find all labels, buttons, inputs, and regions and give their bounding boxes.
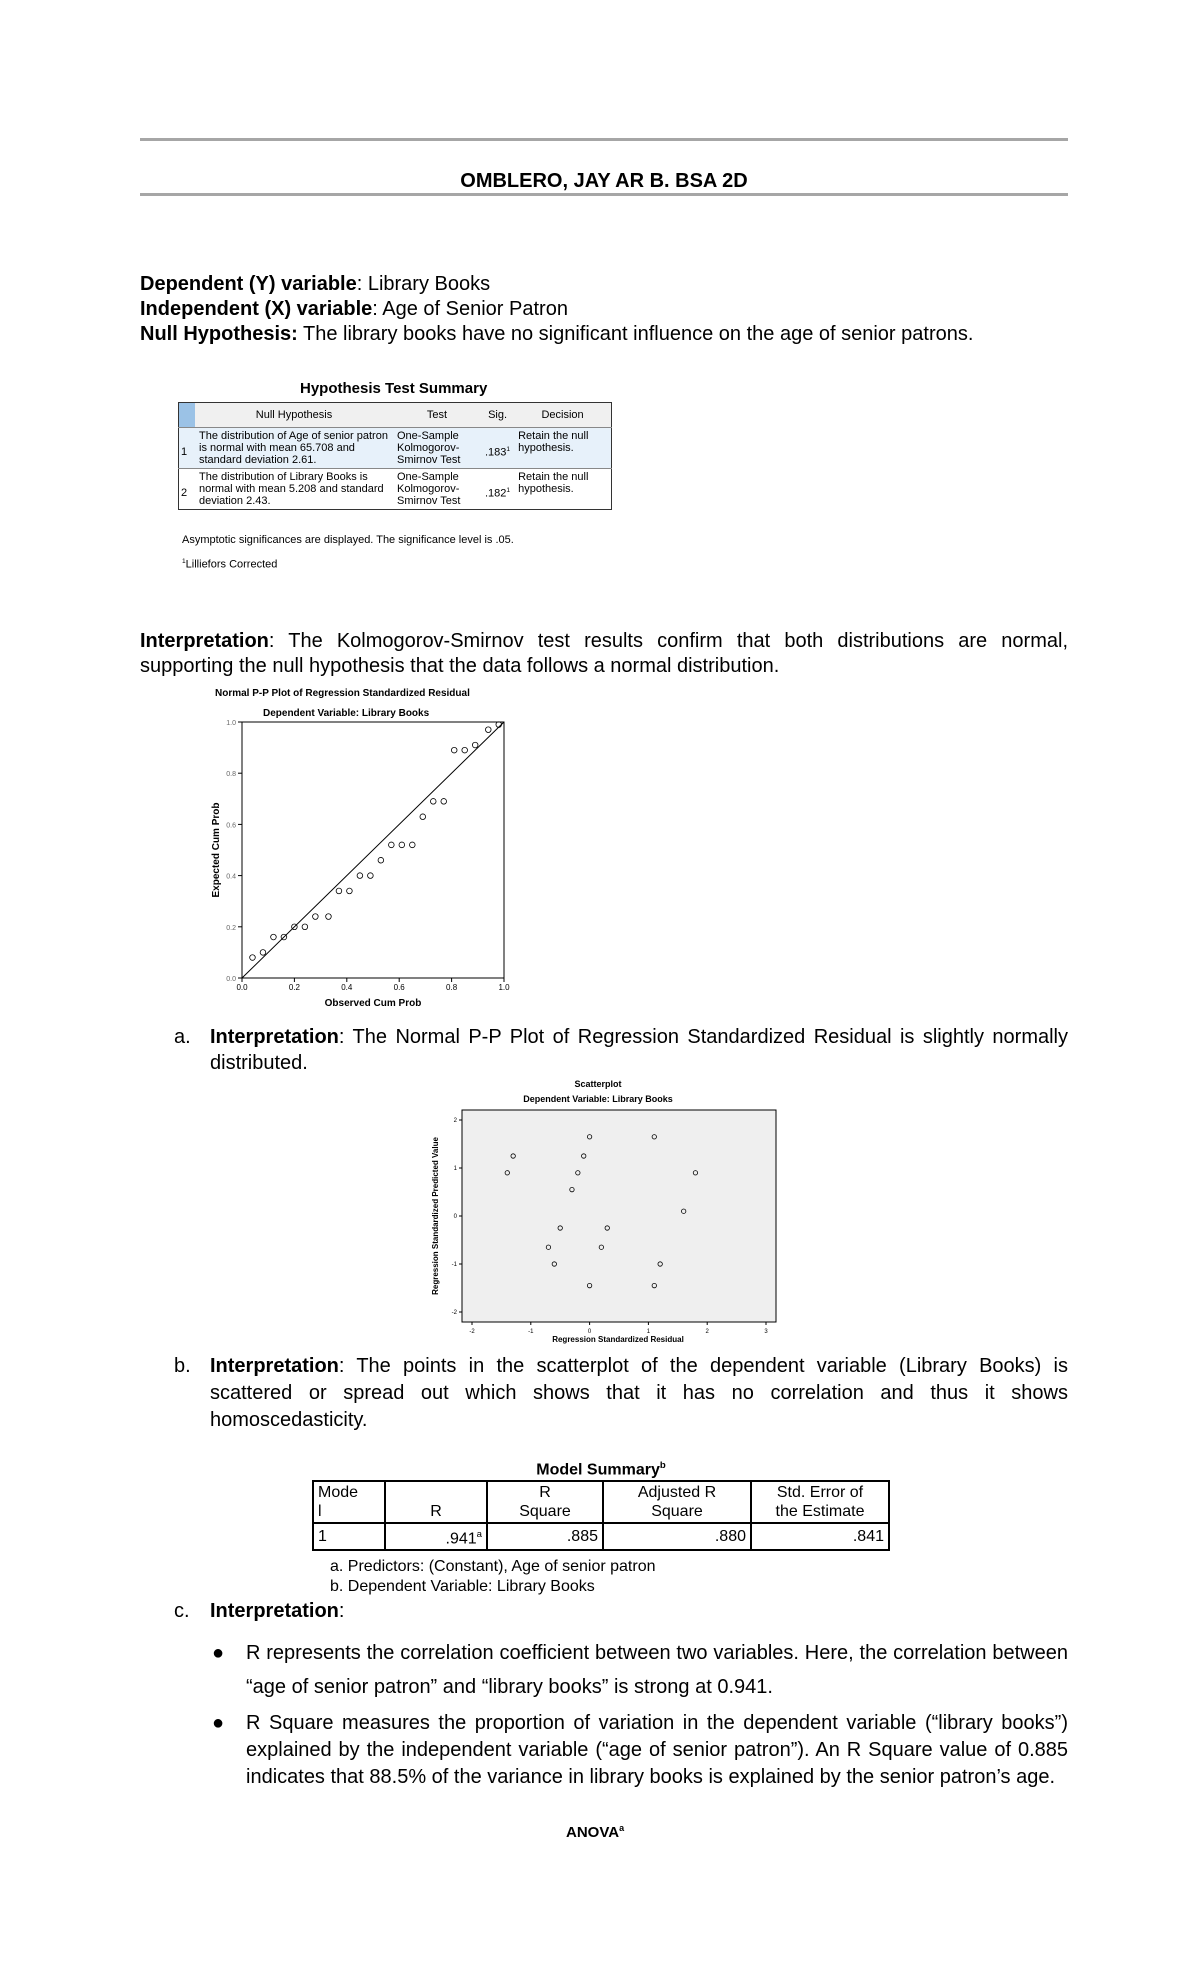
title-rule (140, 193, 1068, 196)
pp-y-tick-label: 0.0 (226, 976, 236, 983)
hypothesis-table-note: Asymptotic significances are displayed. The significance level is .05. (182, 534, 514, 546)
ks-interpretation (140, 629, 1068, 679)
hts-corner (179, 403, 196, 428)
interp-text: : The Kolmogorov-Smirnov test results confirm that both distributions are normal, supporting the null hypothesis that the data follows a normal distribution. (140, 630, 1068, 677)
sc-x-tick-label: 3 (764, 1329, 768, 1335)
anova-title: ANOVA$^a$ (566, 1823, 625, 1841)
null-label: Null Hypothesis: (140, 323, 298, 345)
interp-text: : The points in the scatterplot of the dependent variable (Library Books) is scattered or spread out which shows that it has no correlation and thus it shows homoscedasticity. (210, 1355, 1068, 1431)
pp-title: Normal P-P Plot of Regression Standardized Residual (215, 688, 470, 699)
sc-ylabel: Regression Standardized Predicted Value (431, 1137, 440, 1295)
table-row: Mode l R R Square Adjusted R Square Std. Error of the Estimate (313, 1481, 889, 1523)
bullet-text: R Square measures the proportion of variation in the dependent variable (“library books”) explained by the independent variable (“age of senior patron”). An R Square value of 0.885 indicates that 88.5% of the variance in library books is explained by the senior patron’s age. (246, 1712, 1068, 1788)
test-cell: One-Sample Kolmogorov-Smirnov Test (397, 471, 461, 507)
row-number: 1 (179, 428, 196, 469)
bullet-dot: ● (212, 1642, 225, 1664)
hypothesis-table-footnote: $^1$Lilliefors Corrected (182, 558, 278, 571)
hypothesis-cell: The distribution of Library Books is normal with mean 5.208 and standard deviation 2.43. (199, 471, 384, 507)
pp-plot-chart (205, 682, 525, 1012)
model-summary-title: Model Summary$^b$ (536, 1460, 666, 1479)
item-letter: b. (174, 1355, 191, 1377)
null-value: The library books have no significant influence on the age of senior patrons. (297, 323, 974, 345)
pp-x-tick-label: 0.2 (288, 983, 300, 992)
sc-x-tick-label: -1 (528, 1329, 534, 1335)
top-rule (140, 138, 1068, 141)
test-cell: One-Sample Kolmogorov-Smirnov Test (393, 428, 481, 469)
ms-cell: .841 (751, 1523, 889, 1550)
hts-header: Decision (514, 403, 611, 428)
ms-cell: .941$^a$ (385, 1523, 487, 1550)
hts-header: Test (393, 403, 481, 428)
pp-ylabel: Expected Cum Prob (211, 802, 222, 898)
interp-text: : (338, 1600, 345, 1622)
sc-y-tick-label: -2 (451, 1310, 457, 1316)
ms-cell: .880 (603, 1523, 751, 1550)
item-letter: c. (174, 1600, 190, 1622)
pp-y-tick-label: 0.6 (226, 822, 236, 830)
decision-cell: Retain the null hypothesis. (518, 471, 589, 495)
hts-header: Sig. (481, 403, 514, 428)
sc-y-tick-label: 2 (453, 1118, 457, 1124)
pp-x-tick-label: 0.0 (236, 983, 248, 992)
sc-y-tick-label: -1 (451, 1262, 457, 1268)
bullet-dot: ● (212, 1712, 225, 1734)
sig-cell: .182$^1$ (485, 487, 511, 500)
pp-xlabel: Observed Cum Prob (324, 998, 422, 1009)
pp-x-tick-label: 1.0 (498, 983, 510, 992)
sc-x-tick-label: 1 (646, 1329, 651, 1335)
model-summary-foot-a: a. Predictors: (Constant), Age of senior patron (330, 1558, 656, 1575)
sc-xlabel: Regression Standardized Residual (552, 1335, 684, 1344)
ms-cell: .885 (487, 1523, 603, 1550)
interp-label: Interpretation (210, 1026, 339, 1048)
interp-label: Interpretation (210, 1600, 339, 1622)
pp-y-tick-label: 0.8 (226, 771, 236, 779)
item-letter: a. (174, 1026, 191, 1048)
dep-value: : Library Books (356, 273, 491, 295)
sc-y-tick-label: 1 (453, 1166, 457, 1172)
sc-x-tick-label: 2 (705, 1329, 709, 1335)
decision-cell: Retain the null hypothesis. (514, 428, 611, 469)
dep-label: Dependent (Y) variable (140, 273, 357, 295)
variable-definitions (140, 272, 973, 347)
table-row (179, 428, 612, 469)
scatterplot-chart (430, 1078, 780, 1344)
pp-y-tick-label: 0.2 (226, 924, 236, 932)
indep-value: : Age of Senior Patron (372, 298, 568, 320)
pp-subtitle: Dependent Variable: Library Books (263, 708, 430, 719)
hts-header: Null Hypothesis (195, 403, 393, 428)
table-row (313, 1523, 889, 1550)
page-title: OMBLERO, JAY AR B. BSA 2D (460, 170, 748, 192)
hypothesis-test-table (178, 402, 612, 510)
pp-x-tick-label: 0.6 (393, 983, 405, 992)
pp-y-tick-label: 1.0 (226, 720, 236, 727)
model-summary-table (312, 1480, 890, 1551)
row-number: 2 (181, 487, 188, 499)
sc-x-tick-label: -2 (469, 1329, 475, 1335)
sc-subtitle: Dependent Variable: Library Books (523, 1094, 673, 1104)
sig-cell: .183$^1$ (481, 428, 514, 469)
ms-cell: 1 (313, 1523, 385, 1550)
sc-title: Scatterplot (574, 1079, 622, 1089)
sc-y-tick-label: 0 (453, 1214, 457, 1220)
model-summary-foot-b: b. Dependent Variable: Library Books (330, 1578, 595, 1595)
bullet-text: R represents the correlation coefficient between two variables. Here, the correlation between “age of senior patron” and “library books” is strong at 0.941. (246, 1642, 1068, 1698)
pp-y-tick-label: 0.4 (226, 873, 236, 881)
indep-label: Independent (X) variable (140, 298, 373, 320)
interp-text: : The Normal P-P Plot of Regression Standardized Residual is slightly normally distributed. (210, 1026, 1068, 1074)
sc-plot-area (462, 1110, 776, 1322)
interp-label: Interpretation (210, 1355, 339, 1377)
table-row (179, 469, 612, 510)
interp-label: Interpretation (140, 630, 269, 652)
hypothesis-table-title: Hypothesis Test Summary (300, 380, 488, 397)
pp-x-tick-label: 0.4 (341, 983, 353, 992)
pp-x-tick-label: 0.8 (446, 983, 458, 992)
hypothesis-cell: The distribution of Age of senior patron is normal with mean 65.708 and standard deviation 2.61. (195, 428, 393, 469)
sc-x-tick-label: 0 (587, 1329, 592, 1335)
